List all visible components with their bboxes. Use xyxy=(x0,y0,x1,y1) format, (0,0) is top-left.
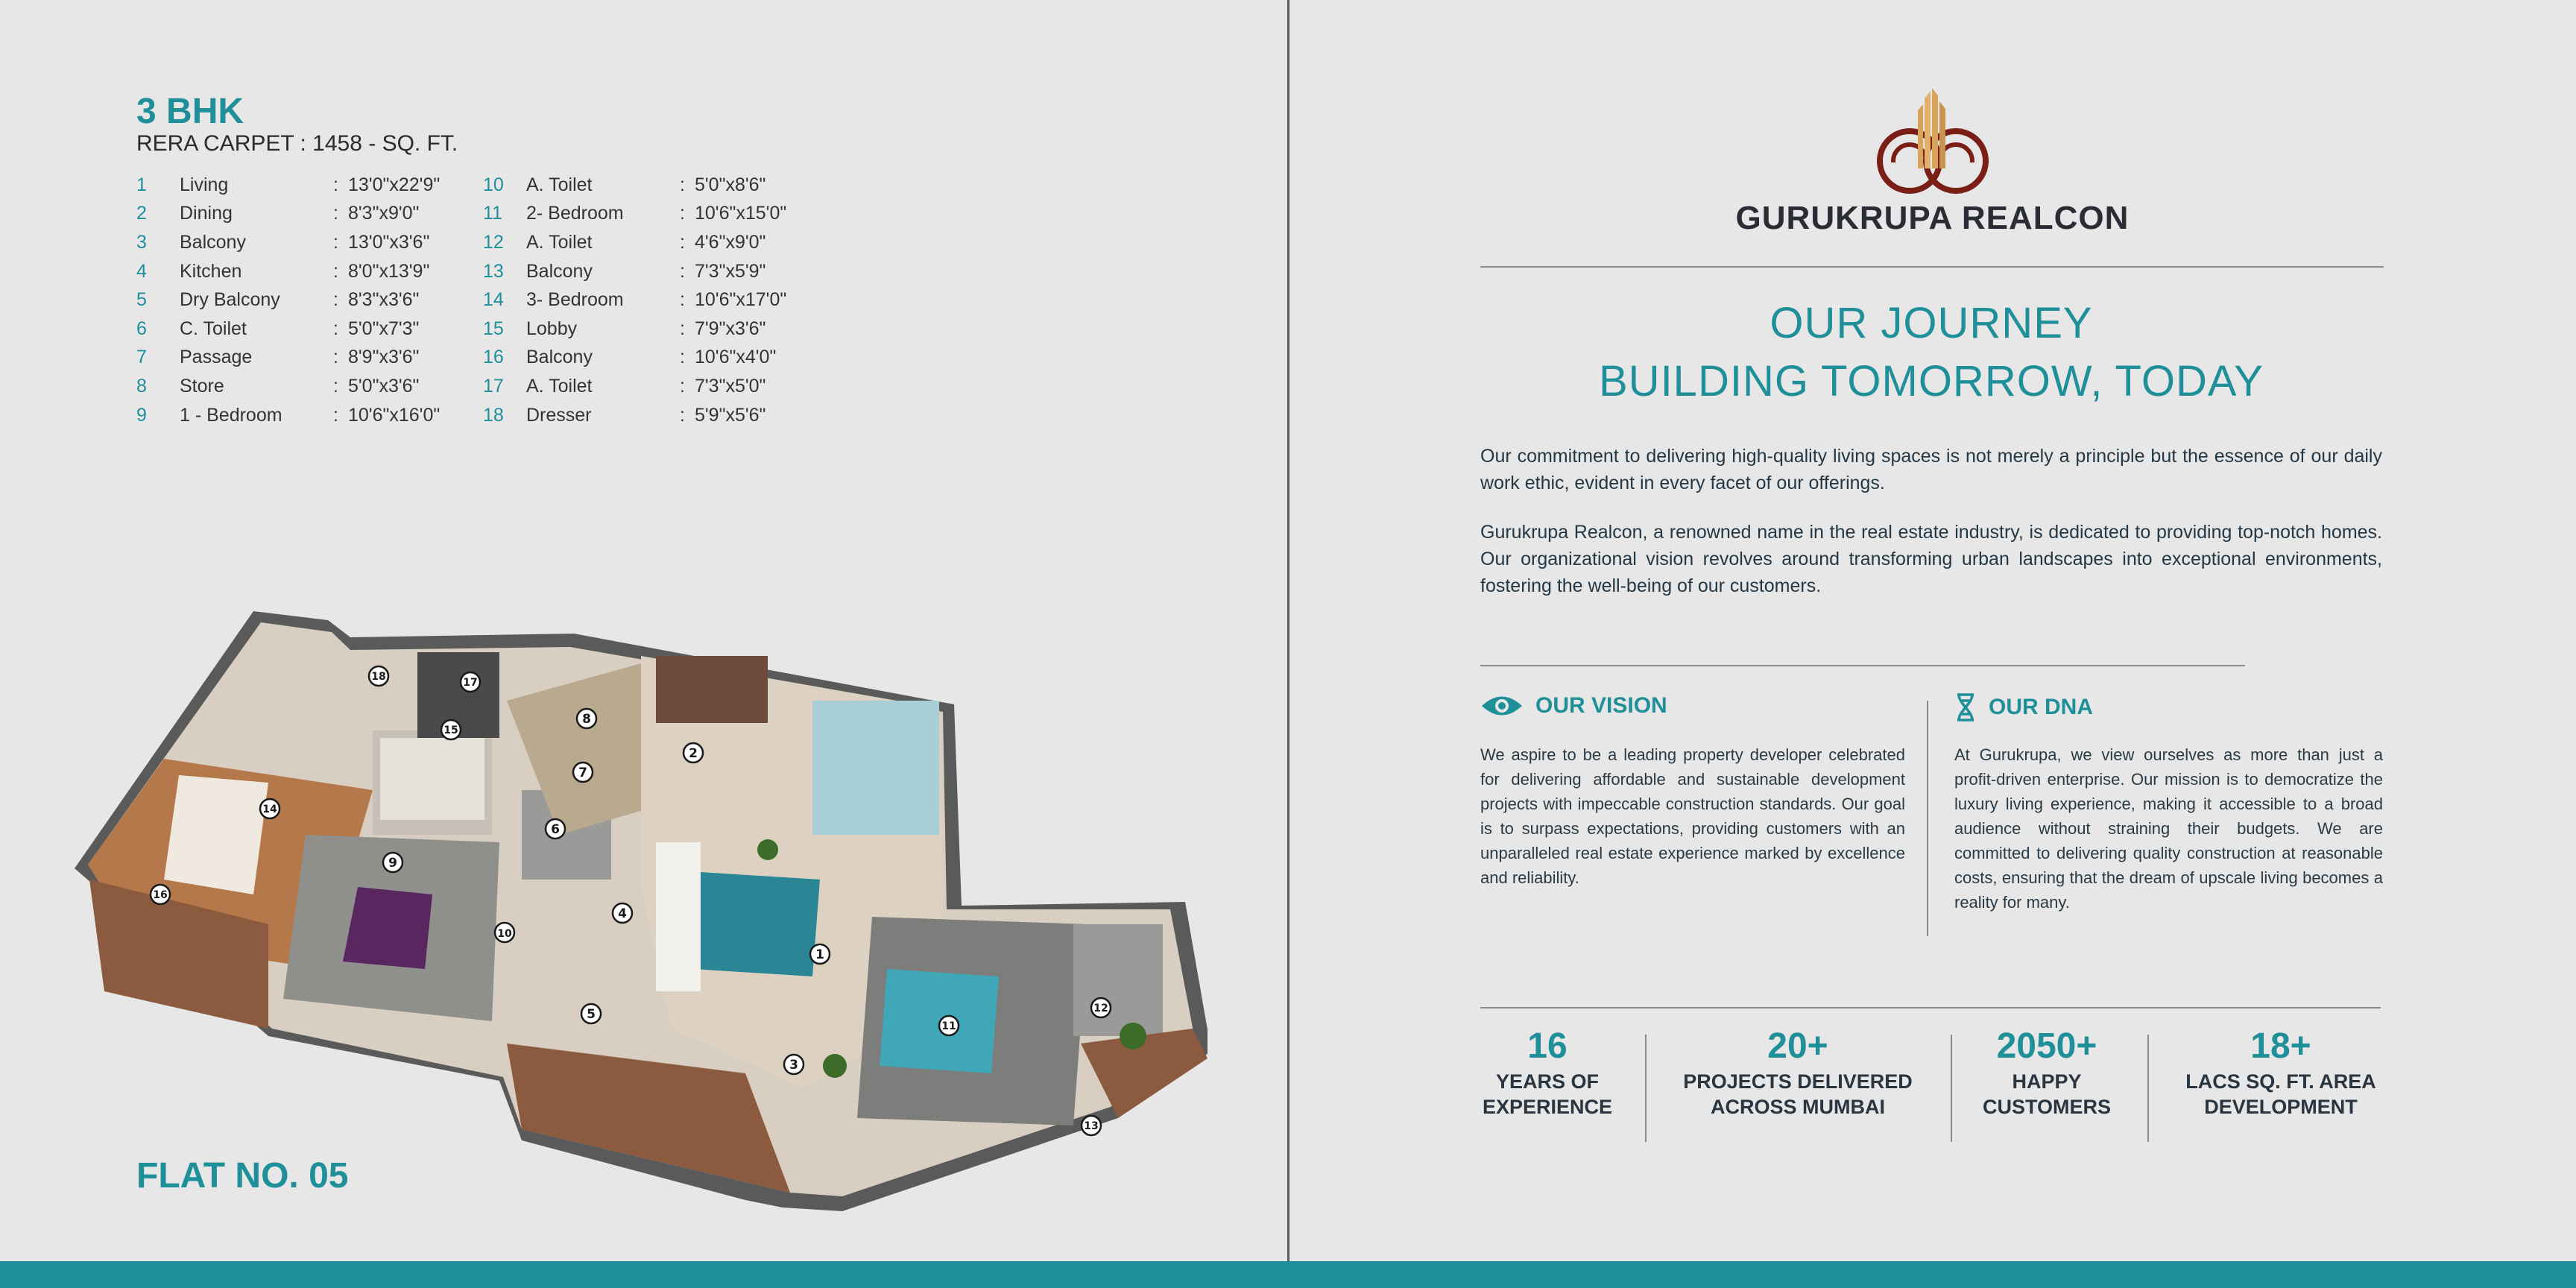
stat-label: LACS SQ. FT. AREA DEVELOPMENT xyxy=(2185,1070,2376,1118)
svg-text:18: 18 xyxy=(371,671,386,683)
room-row: 4 Kitchen : 8'0"x13'9" xyxy=(136,260,430,282)
room-size: 7'3"x5'9" xyxy=(695,260,766,282)
room-row: 17 A. Toilet : 7'3"x5'0" xyxy=(483,375,766,397)
room-number: 11 xyxy=(483,203,502,224)
company-logo-icon xyxy=(1863,88,2002,197)
room-number: 9 xyxy=(136,404,147,426)
stat-label: HAPPY CUSTOMERS xyxy=(1982,1070,2112,1118)
room-row: 1 Living : 13'0"x22'9" xyxy=(136,174,441,195)
intro-paragraph-2: Gurukrupa Realcon, a renowned name in the real estate industry, is dedicated to providing top-notch homes. Our organizational vision revolves around transforming urban landscapes into exceptional environments, fostering the well-being of our customers. xyxy=(1480,522,2382,596)
room-name: Store xyxy=(180,375,224,397)
stat-label: PROJECTS DELIVERED ACROSS MUMBAI xyxy=(1683,1070,1913,1118)
room-number: 6 xyxy=(136,318,147,339)
svg-text:9: 9 xyxy=(388,856,397,871)
room-row: 5 Dry Balcony : 8'3"x3'6" xyxy=(136,289,420,311)
room-name: Dresser xyxy=(526,404,592,426)
room-row: 9 1 - Bedroom : 10'6"x16'0" xyxy=(136,404,441,426)
stat-value: 18+ xyxy=(2250,1026,2311,1066)
stat-years xyxy=(1465,1024,1629,1120)
dna-heading-text: OUR DNA xyxy=(1989,695,2093,719)
rera-carpet-area: RERA CARPET : 1458 - SQ. FT. xyxy=(136,131,458,156)
room-size: 5'0"x7'3" xyxy=(348,318,420,339)
room-row: 11 2- Bedroom : 10'6"x15'0" xyxy=(483,203,787,224)
intro-paragraph-1: Our commitment to delivering high-quality living spaces is not merely a principle but the essence of our daily work ethic, evident in every facet of our offerings. xyxy=(1480,446,2382,493)
room-size: 13'0"x3'6" xyxy=(348,231,430,253)
stat-area xyxy=(2162,1024,2400,1120)
room-name: Passage xyxy=(180,347,253,368)
flat-number: FLAT NO. 05 xyxy=(136,1156,349,1196)
plan-marker xyxy=(784,1055,804,1074)
headline-line-2: BUILDING TOMORROW, TODAY xyxy=(1599,357,2264,405)
room-name: Balcony xyxy=(526,260,593,282)
plan-marker xyxy=(383,853,402,872)
room-list-column-2 xyxy=(483,171,786,429)
svg-text:2: 2 xyxy=(689,746,698,761)
room-number: 13 xyxy=(483,260,504,282)
plan-marker xyxy=(684,743,703,763)
plan-marker xyxy=(810,944,830,964)
room-number: 12 xyxy=(483,231,504,253)
dna-heading xyxy=(1954,693,2093,722)
divider xyxy=(1480,266,2384,268)
room-size: 10'6"x15'0" xyxy=(695,203,787,224)
room-number: 15 xyxy=(483,318,504,339)
room-number: 4 xyxy=(136,260,147,282)
stat-value: 2050+ xyxy=(1996,1026,2097,1066)
svg-text:3: 3 xyxy=(789,1058,798,1073)
room-row: 10 A. Toilet : 5'0"x8'6" xyxy=(483,174,766,195)
room-number: 8 xyxy=(136,375,147,397)
svg-text:15: 15 xyxy=(443,724,458,736)
svg-text:14: 14 xyxy=(262,804,277,815)
room-name: Balcony xyxy=(180,231,246,253)
svg-text:4: 4 xyxy=(618,906,627,921)
plan-marker xyxy=(581,1004,601,1023)
room-name: 3- Bedroom xyxy=(526,289,624,311)
room-number: 1 xyxy=(136,174,147,195)
room-name: Balcony xyxy=(526,347,593,368)
room-row: 6 C. Toilet : 5'0"x7'3" xyxy=(136,318,420,339)
stat-projects xyxy=(1662,1024,1933,1120)
room-size: 5'0"x8'6" xyxy=(695,174,766,195)
room-name: 1 - Bedroom xyxy=(180,404,282,426)
dna-icon xyxy=(1954,693,1977,722)
eye-icon xyxy=(1480,693,1524,719)
footer-band xyxy=(0,1261,2576,1288)
plan-marker xyxy=(546,819,565,839)
vision-heading xyxy=(1480,693,1667,719)
headline-line-1: OUR JOURNEY xyxy=(1770,299,2093,347)
room-size: 4'6"x9'0" xyxy=(695,231,766,253)
room-number: 5 xyxy=(136,289,147,311)
room-number: 10 xyxy=(483,174,504,195)
svg-text:5: 5 xyxy=(587,1007,596,1022)
plan-marker xyxy=(573,763,593,782)
room-row: 18 Dresser : 5'9"x5'6" xyxy=(483,404,766,426)
room-row: 2 Dining : 8'3"x9'0" xyxy=(136,203,420,224)
stat-label: YEARS OF EXPERIENCE xyxy=(1482,1070,1613,1118)
room-list-column-1 xyxy=(136,171,440,429)
plan-marker xyxy=(1091,998,1111,1017)
room-name: 2- Bedroom xyxy=(526,203,624,224)
page-divider xyxy=(1287,0,1289,1261)
plan-marker xyxy=(441,720,461,739)
room-name: A. Toilet xyxy=(526,231,593,253)
room-name: Living xyxy=(180,174,229,195)
room-number: 14 xyxy=(483,289,504,311)
svg-text:17: 17 xyxy=(463,677,478,689)
room-row: 7 Passage : 8'9"x3'6" xyxy=(136,347,420,368)
room-number: 16 xyxy=(483,347,504,368)
room-row: 16 Balcony : 10'6"x4'0" xyxy=(483,347,777,368)
svg-text:13: 13 xyxy=(1084,1120,1099,1132)
dna-text: At Gurukrupa, we view ourselves as more than just a profit-driven enterprise. Our mission is to democratize the luxury living experience, making it accessible to a broad audience without straining their budgets. We are committed to delivering quality construction at reasonable costs, ensuring that the dream of upscale living becomes a reality for many. xyxy=(1954,745,2383,912)
isometric-floor-plan xyxy=(75,552,1208,1222)
room-size: 8'9"x3'6" xyxy=(348,347,420,368)
room-name: Lobby xyxy=(526,318,578,339)
room-size: 5'0"x3'6" xyxy=(348,375,420,397)
stat-value: 20+ xyxy=(1767,1026,1828,1066)
room-number: 17 xyxy=(483,375,504,397)
room-size: 8'3"x3'6" xyxy=(348,289,420,311)
room-row: 14 3- Bedroom : 10'6"x17'0" xyxy=(483,289,787,311)
room-number: 7 xyxy=(136,347,147,368)
room-size: 10'6"x17'0" xyxy=(695,289,787,311)
configuration-title: 3 BHK xyxy=(136,92,244,131)
room-number: 3 xyxy=(136,231,147,253)
stat-divider xyxy=(1951,1035,1952,1142)
plan-marker xyxy=(1082,1116,1101,1135)
room-name: Dining xyxy=(180,203,233,224)
room-size: 8'0"x13'9" xyxy=(348,260,430,282)
room-size: 7'3"x5'0" xyxy=(695,375,766,397)
brand-name: GURUKRUPA REALCON xyxy=(1735,200,2130,236)
plan-marker xyxy=(495,923,514,942)
room-row: 15 Lobby : 7'9"x3'6" xyxy=(483,318,766,339)
room-size: 5'9"x5'6" xyxy=(695,404,766,426)
room-row: 3 Balcony : 13'0"x3'6" xyxy=(136,231,430,253)
room-name: C. Toilet xyxy=(180,318,247,339)
plan-marker xyxy=(577,709,596,728)
svg-text:6: 6 xyxy=(551,822,560,837)
room-size: 7'9"x3'6" xyxy=(695,318,766,339)
room-number: 18 xyxy=(483,404,504,426)
svg-text:7: 7 xyxy=(578,765,587,780)
stat-customers xyxy=(1960,1024,2133,1120)
room-number: 2 xyxy=(136,203,147,224)
divider xyxy=(1480,1007,2381,1008)
stat-value: 16 xyxy=(1527,1026,1568,1066)
room-size: 10'6"x4'0" xyxy=(695,347,777,368)
svg-text:11: 11 xyxy=(941,1020,956,1032)
plan-marker xyxy=(461,672,480,692)
column-divider xyxy=(1927,701,1928,936)
room-name: Kitchen xyxy=(180,260,242,282)
plan-marker xyxy=(613,903,632,923)
svg-text:1: 1 xyxy=(815,947,824,962)
room-row: 8 Store : 5'0"x3'6" xyxy=(136,375,420,397)
stat-divider xyxy=(2147,1035,2149,1142)
vision-heading-text: OUR VISION xyxy=(1535,693,1667,718)
room-name: A. Toilet xyxy=(526,174,593,195)
plan-marker xyxy=(151,885,170,904)
svg-text:10: 10 xyxy=(497,928,512,940)
room-name: A. Toilet xyxy=(526,375,593,397)
stat-divider xyxy=(1645,1035,1647,1142)
room-name: Dry Balcony xyxy=(180,289,280,311)
svg-text:8: 8 xyxy=(582,712,591,727)
room-size: 8'3"x9'0" xyxy=(348,203,420,224)
plan-marker xyxy=(260,799,280,818)
plan-marker xyxy=(369,666,388,686)
svg-text:16: 16 xyxy=(153,889,168,901)
divider xyxy=(1480,665,2245,666)
room-size: 10'6"x16'0" xyxy=(348,404,441,426)
room-size: 13'0"x22'9" xyxy=(348,174,441,195)
vision-text: We aspire to be a leading property developer celebrated for delivering affordable and sustainable development projects with impeccable construction standards. Our goal is to surpass expectations, providing customers with an unparalleled real estate experience marked by excellence and reliability. xyxy=(1480,745,1905,887)
plan-marker xyxy=(939,1016,959,1035)
room-row: 12 A. Toilet : 4'6"x9'0" xyxy=(483,231,766,253)
svg-text:12: 12 xyxy=(1093,1003,1108,1014)
room-row: 13 Balcony : 7'3"x5'9" xyxy=(483,260,766,282)
